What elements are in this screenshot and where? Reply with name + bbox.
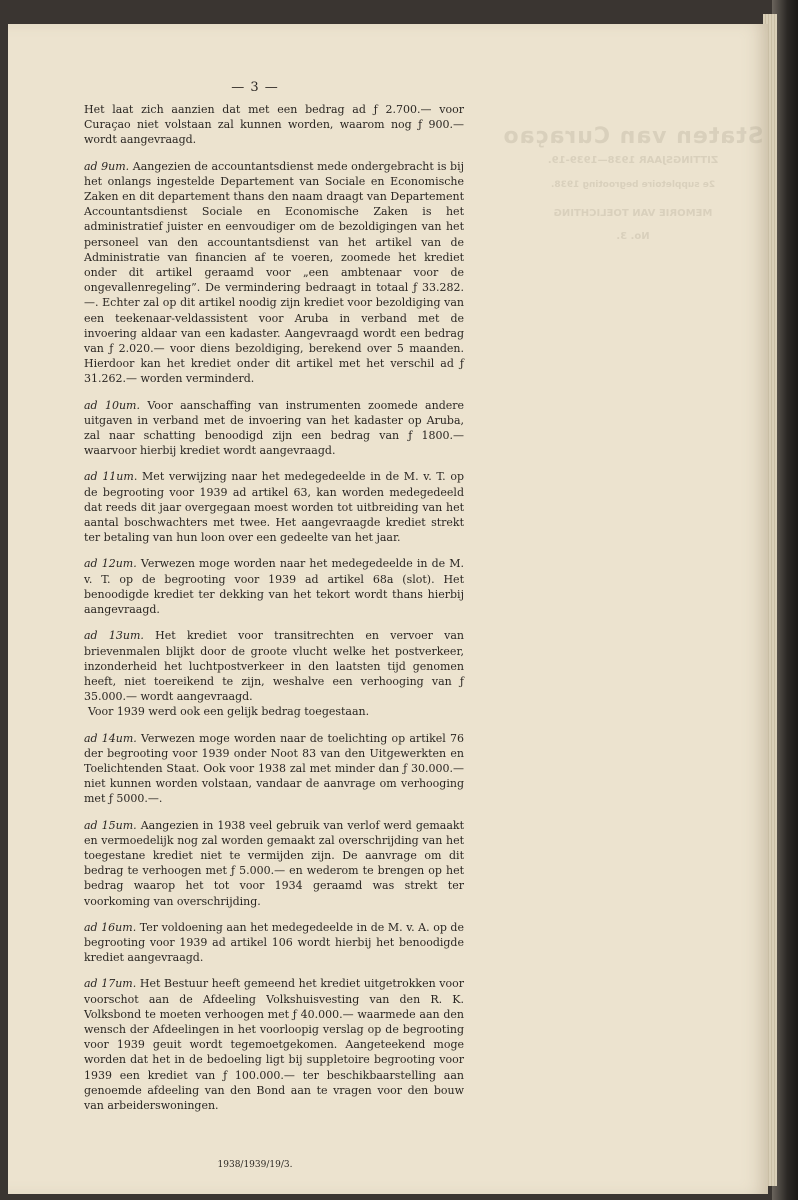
paragraph-text: Aangezien de accountantsdienst mede ondergebracht is bij het onlangs ingestelde Departement van Sociale en Economische Zaken en dit departement thans den naam draagt van Departement Accountantsdienst Sociale en Economische Zaken is het administratief juister en eenvoudiger om de bezoldigingen van het personeel van den accountantsdienst van het artikel van de Administratie van financien af te voeren, zoomede het krediet onder dit artikel geraamd voor „een ambtenaar voor de ongevallenregeling”. De vermindering bedraagt in totaal ƒ 33.282.—. Echter zal op dit artikel noodig zijn krediet voor bezoldiging van een teekenaar-veldassistent voor Aruba in verband met de invoering aldaar van een kadaster. Aangevraagd wordt een bedrag van ƒ 2.020.— voor diens bezoldiging, berekend over 5 maanden. Hierdoor kan het krediet onder dit artikel met het verschil ad ƒ 31.262.— worden verminderd. xyxy=(84,159,465,386)
paragraph-text: Voor 1939 werd ook een gelijk bedrag toegestaan. xyxy=(88,705,370,719)
paragraph xyxy=(84,102,464,148)
paragraph-text: Het krediet voor transitrechten en vervoer van brievenmalen blijkt door de groote vlucht welke het postverkeer, inzonderheid het luchtpostverkeer in den laatsten tijd genomen heeft, niet toereikend te zijn, weshalve een verhooging van ƒ 35.000.— wordt aangevraagd. xyxy=(84,629,464,704)
paragraph xyxy=(84,628,464,704)
paragraph-text: Het Bestuur heeft gemeend het krediet uitgetrokken voor voorschot aan de Afdeeling Volkshuisvesting van den R. K. Volksbond te moeten verhoogen met ƒ 40.000.— waarmede aan den wensch der Afdeelingen in het voorloopig verslag op de begrooting voor 1939 geuit wordt tegemoetgekomen. Aangeteekend moge worden dat het in de bedoeling ligt bij suppletoire begrooting voor 1939 een krediet van ƒ 100.000.— ter beschikbaarstelling aan genoemde afdeeling van den Bond aan te vragen voor den bouw van arbeiderswoningen. xyxy=(84,977,464,1112)
paragraph xyxy=(84,469,464,545)
paragraph xyxy=(84,704,464,719)
paragraph xyxy=(84,818,464,909)
paragraph xyxy=(84,920,464,966)
paragraph-lead: ad 13um. xyxy=(84,629,144,643)
paragraph-text: Ter voldoening aan het medegedeelde in de M. v. A. op de begrooting voor 1939 ad artikel 106 wordt hierbij het benoodigde krediet aangevraagd. xyxy=(84,920,464,965)
paragraph-text: Verwezen moge worden naar het medegedeelde in de M. v. T. op de begrooting voor 1939 ad artikel 68a (slot). Het benoodigde krediet ter dekking van het tekort wordt thans hierbij aangevraagd. xyxy=(84,557,465,617)
paragraph-text: Aangezien in 1938 veel gebruik van verlof werd gemaakt en vermoedelijk nog zal worden gemaakt zal overschrijding van het toegestane krediet niet te vermijden zijn. De aanvrage om dit bedrag te verhoogen met ƒ 5.000.— en wederom te brengen op het bedrag waarop het tot voor 1934 geraamd was strekt ter voorkoming van overschrijding. xyxy=(84,818,464,908)
show-through-line-3: 2e suppletoire begrooting 1938. xyxy=(550,180,716,190)
paragraph-lead: ad 9um. xyxy=(84,159,130,173)
show-through-line-4: MEMORIE VAN TOELICHTING xyxy=(553,208,713,219)
paragraph-lead: ad 11um. xyxy=(84,470,138,484)
paragraph xyxy=(84,556,464,617)
paragraph-lead: ad 10um. xyxy=(84,398,140,412)
show-through-line-1: Staten van Curaçao xyxy=(502,124,764,149)
paragraph xyxy=(84,159,464,387)
paragraph-lead: ad 17um. xyxy=(84,977,137,991)
footer-code: 1938/1939/19/3. xyxy=(217,1160,293,1170)
page-number: — 3 — xyxy=(231,80,279,95)
paragraph-lead: ad 16um. xyxy=(84,920,137,934)
paragraph-text: Het laat zich aanzien dat met een bedrag ad ƒ 2.700.— voor Curaçao niet volstaan zal kunnen worden, waarom nog ƒ 900.— wordt aangevraagd. xyxy=(84,103,464,147)
paragraph-text: Met verwijzing naar het medegedeelde in de M. v. T. op de begrooting voor 1939 ad artikel 63, kan worden medegedeeld dat reeds dit jaar overgegaan moest worden tot uitbreiding van het aantal boschwachters met twee. Het aangevraagde krediet strekt ter betaling van hun loon over een gedeelte van het jaar. xyxy=(84,470,464,545)
body-text xyxy=(84,102,464,1124)
paragraph xyxy=(84,398,464,459)
paragraph-text: Verwezen moge worden naar de toelichting op artikel 76 der begrooting voor 1939 onder Noot 83 van den Uitgewerkten en Toelichtenden Staat. Ook voor 1938 zal met minder dan ƒ 30.000.— niet kunnen worden volstaan, vandaar de aanvrage om verhooging met ƒ 5000.—. xyxy=(84,731,465,806)
paragraph xyxy=(84,731,464,807)
paragraph-lead: ad 14um. xyxy=(84,731,137,745)
paragraph-lead: ad 12um. xyxy=(84,557,137,571)
paragraph-text: Voor aanschaffing van instrumenten zoomede andere uitgaven in verband met de invoering van het kadaster op Aruba, zal naar schatting benoodigd zijn een bedrag van ƒ 1800.— waarvoor hierbij krediet wordt aangevraagd. xyxy=(84,398,465,458)
show-through-line-2: ZITTINGSJAAR 1938—1939-19. xyxy=(547,155,719,166)
show-through-text xyxy=(488,124,778,242)
paragraph xyxy=(84,976,464,1113)
show-through-line-5: No. 3. xyxy=(616,231,650,242)
paragraph-lead: ad 15um. xyxy=(84,818,137,832)
